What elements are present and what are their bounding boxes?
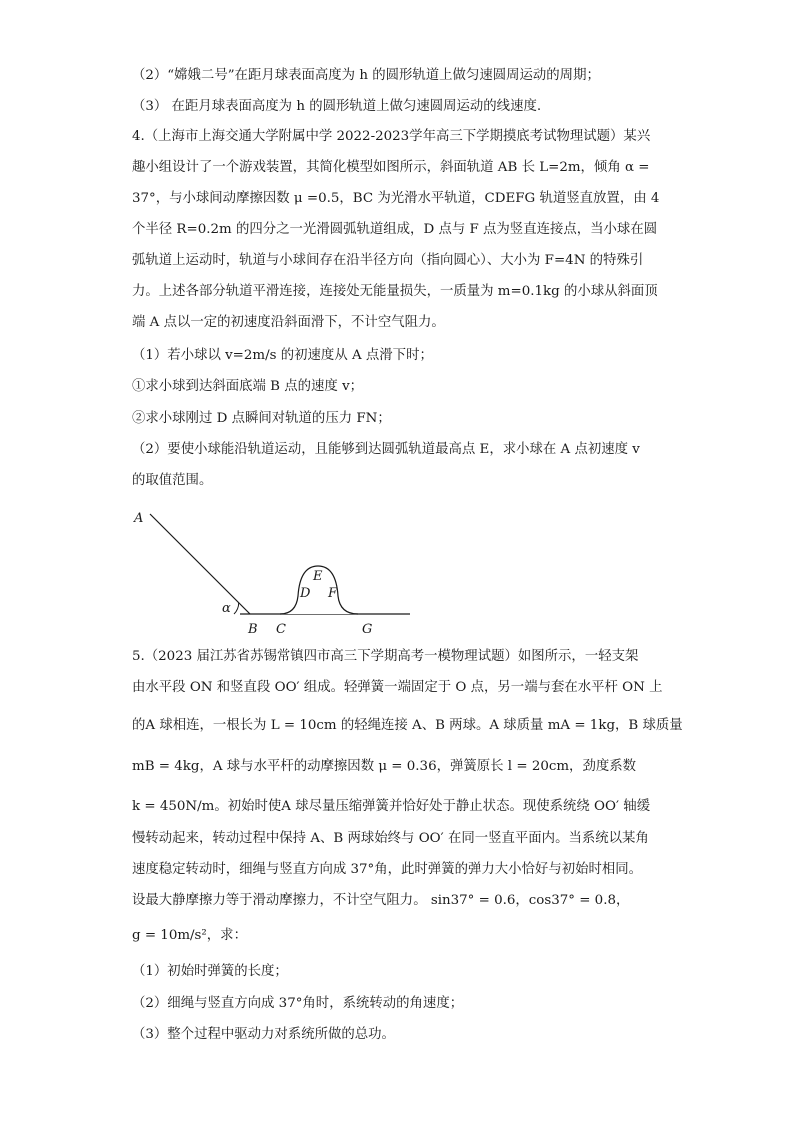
text-line: ①求小球到达斜面底端 B 点的速度 v； xyxy=(132,379,364,394)
label-b: B xyxy=(248,622,258,637)
text-line: 5.（2023 届江苏省苏锡常镇四市高三下学期高考一模物理试题）如图所示，一轻支架 xyxy=(132,649,639,664)
label-g: G xyxy=(362,622,373,637)
incline-ab xyxy=(150,514,250,614)
text-line: 弧轨道上运动时，轨道与小球间存在沿半径方向（指向圆心）、大小为 F=4N 的特殊引 xyxy=(132,253,644,268)
label-e: E xyxy=(313,569,323,584)
text-line: 力。上述各部分轨道平滑连接，连接处无能量损失，一质量为 m=0.1kg 的小球从斜面顶 xyxy=(132,284,658,299)
text-line: ②求小球刚过 D 点瞬间对轨道的压力 FN； xyxy=(132,411,391,426)
track-diagram xyxy=(128,500,418,640)
text-line: （3）整个过程中驱动力对系统所做的总功。 xyxy=(132,1027,395,1042)
text-line: （3） 在距月球表面高度为 h 的圆形轨道上做匀速圆周运动的线速度. xyxy=(132,99,542,114)
text-line: （1）若小球以 v=2m/s 的初速度从 A 点滑下时； xyxy=(132,348,433,363)
text-line: 速度稳定转动时，细绳与竖直方向成 37°角，此时弹簧的弹力大小恰好与初始时相同。 xyxy=(132,862,643,877)
label-d: D xyxy=(300,586,311,601)
text-line: k = 450N/m。初始时使A 球尽量压缩弹簧并恰好处于静止状态。现使系统绕 OO′ 轴缓 xyxy=(132,799,651,814)
text-line: 的取值范围。 xyxy=(132,473,213,488)
text-line: 趣小组设计了一个游戏装置，其简化模型如图所示，斜面轨道 AB 长 L=2m，倾角 α = xyxy=(132,160,650,175)
label-a: A xyxy=(134,511,144,526)
label-alpha: α xyxy=(222,601,231,616)
label-f: F xyxy=(328,586,338,601)
text-line: 个半径 R=0.2m 的四分之一光滑圆弧轨道组成，D 点与 F 点为竖直连接点，当小球在圆 xyxy=(132,222,658,237)
text-line: （2）要使小球能沿轨道运动，且能够到达圆弧轨道最高点 E，求小球在 A 点初速度 v xyxy=(132,442,640,457)
text-line: （1）初始时弹簧的长度； xyxy=(132,964,288,979)
text-line: 由水平段 ON 和竖直段 OO′ 组成。轻弹簧一端固定于 O 点，另一端与套在水平杆 ON 上 xyxy=(132,680,663,695)
text-line: mB = 4kg，A 球与水平杆的动摩擦因数 μ = 0.36，弹簧原长 l = 20cm，劲度系数 xyxy=(132,759,637,774)
text-line: 4.（上海市上海交通大学附属中学 2022-2023学年高三下学期摸底考试物理试题）某兴 xyxy=(132,129,651,144)
text-line: （2）细绳与竖直方向成 37°角时，系统转动的角速度； xyxy=(132,996,464,1011)
text-line: 37°，与小球间动摩擦因数 μ =0.5，BC 为光滑水平轨道，CDEFG 轨道竖直放置，由 4 xyxy=(132,191,660,206)
text-line: 端 A 点以一定的初速度沿斜面滑下，不计空气阻力。 xyxy=(132,315,445,330)
text-line: 设最大静摩擦力等于滑动摩擦力，不计空气阻力。 sin37° = 0.6，cos37° = 0.8， xyxy=(132,893,630,908)
track-diagram-svg xyxy=(128,500,418,640)
angle-arc xyxy=(234,603,239,614)
label-c: C xyxy=(276,622,286,637)
text-line: 慢转动起来，转动过程中保持 A、B 两球始终与 OO′ 在同一竖直平面内。当系统以某角 xyxy=(132,831,649,846)
text-line: 的A 球相连，一根长为 L = 10cm 的轻绳连接 A、B 两球。A 球质量 mA = 1kg，B 球质量 xyxy=(132,718,683,733)
text-line: （2）“嫦娥二号”在距月球表面高度为 h 的圆形轨道上做匀速圆周运动的周期； xyxy=(132,68,600,83)
text-line: g = 10m/s²，求： xyxy=(132,928,247,943)
